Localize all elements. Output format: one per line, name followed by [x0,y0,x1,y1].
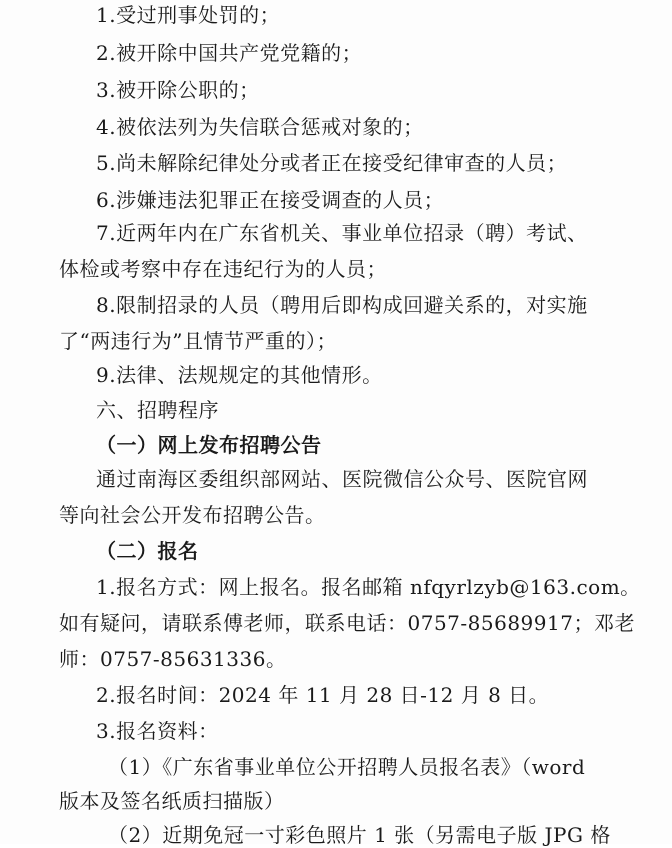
materials-item-1-line1: （1）《广东省事业单位公开招聘人员报名表》（word [108,755,586,779]
disqualification-item-8-line2: 了“两违行为”且情节严重的）； [59,329,337,353]
registration-time: 2.报名时间：2024 年 11 月 28 日-12 月 8 日。 [96,683,550,707]
disqualification-item-6: 6.涉嫌违法犯罪正在接受调查的人员； [96,188,445,212]
registration-method-line3: 师：0757-85631336。 [59,647,287,671]
registration-materials: 3.报名资料： [96,719,219,743]
subsection-1-text-line2: 等向社会公开发布招聘公告。 [59,503,326,527]
disqualification-item-5: 5.尚未解除纪律处分或者正在接受纪律审查的人员； [96,151,568,175]
materials-item-1-line2: 版本及签名纸质扫描版） [59,789,285,813]
registration-method-line2: 如有疑问，请联系傅老师，联系电话：0757-85689917；邓老 [59,611,635,635]
registration-method-line1: 1.报名方式：网上报名。报名邮箱 nfqyrlzyb@163.com。 [96,575,641,599]
subsection-2-heading: （二）报名 [96,539,199,563]
disqualification-item-4: 4.被依法列为失信联合惩戒对象的； [96,115,424,139]
disqualification-item-3: 3.被开除公职的； [96,78,260,102]
subsection-1-text-line1: 通过南海区委组织部网站、医院微信公众号、医院官网 [96,467,588,491]
section-6-heading: 六、招聘程序 [96,398,219,422]
disqualification-item-1: 1.受过刑事处罚的； [96,3,281,27]
disqualification-item-2: 2.被开除中国共产党党籍的； [96,41,363,65]
disqualification-item-8-line1: 8.限制招录的人员（聘用后即构成回避关系的，对实施 [96,293,588,317]
subsection-1-heading: （一）网上发布招聘公告 [96,433,322,457]
materials-item-2-line1: （2）近期免冠一寸彩色照片 1 张（另需电子版 JPG 格 [108,823,611,847]
disqualification-item-9: 9.法律、法规规定的其他情形。 [96,363,383,387]
disqualification-item-7-line2: 体检或考察中存在违纪行为的人员； [59,257,387,281]
disqualification-item-7-line1: 7.近两年内在广东省机关、事业单位招录（聘）考试、 [96,221,588,245]
